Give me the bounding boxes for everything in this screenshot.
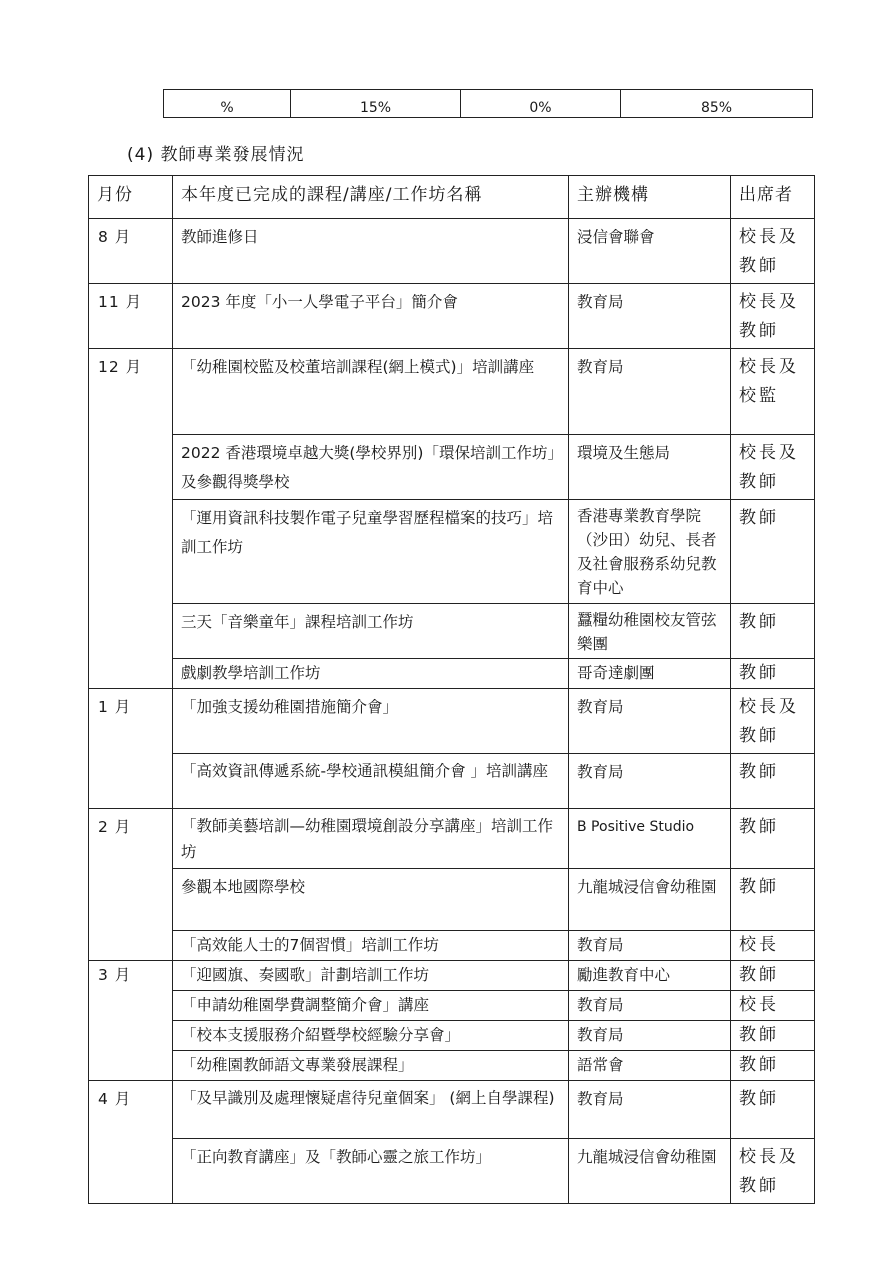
percentage-table: [163, 89, 813, 118]
percentage-label-cell: %: [164, 90, 291, 118]
organizer-cell: 環境及生態局: [569, 435, 731, 500]
table-row: [89, 1051, 815, 1081]
attendees-cell: 校長及教師: [731, 1139, 815, 1204]
table-row: [89, 219, 815, 284]
attendees-cell: 校長及教師: [731, 284, 815, 349]
attendees-cell: 教師: [731, 604, 815, 659]
attendees-cell: 教師: [731, 869, 815, 931]
organizer-cell: 浸信會聯會: [569, 219, 731, 284]
month-cell: [89, 604, 173, 659]
organizer-cell: 教育局: [569, 754, 731, 809]
table-row: [89, 931, 815, 961]
organizer-cell: 教育局: [569, 349, 731, 435]
organizer-cell: 香港專業教育學院（沙田）幼兒、長者及社會服務系幼兒教育中心: [569, 500, 731, 604]
attendees-cell: 校長及教師: [731, 219, 815, 284]
month-cell: 4 月: [89, 1081, 173, 1139]
month-cell: [89, 931, 173, 961]
course-cell: 「迎國旗、奏國歌」計劃培訓工作坊: [173, 961, 569, 991]
course-cell: 「運用資訊科技製作電子兒童學習歷程檔案的技巧」培訓工作坊: [173, 500, 569, 604]
month-cell: [89, 869, 173, 931]
course-cell: 參觀本地國際學校: [173, 869, 569, 931]
table-row: [89, 1139, 815, 1204]
organizer-cell: 蠶糧幼稚園校友管弦樂團: [569, 604, 731, 659]
month-cell: [89, 991, 173, 1021]
organizer-cell: 勵進教育中心: [569, 961, 731, 991]
month-cell: [89, 1051, 173, 1081]
attendees-cell: 教師: [731, 1021, 815, 1051]
month-cell: [89, 435, 173, 500]
course-cell: 「幼稚園教師語文專業發展課程」: [173, 1051, 569, 1081]
attendees-cell: 校長及教師: [731, 689, 815, 754]
month-cell: 11 月: [89, 284, 173, 349]
month-cell: [89, 754, 173, 809]
month-cell: [89, 1139, 173, 1204]
course-cell: 三天「音樂童年」課程培訓工作坊: [173, 604, 569, 659]
table-row: [89, 754, 815, 809]
table-header-row: [89, 176, 815, 219]
organizer-cell: B Positive Studio: [569, 809, 731, 869]
header-attendees: 出席者: [731, 176, 815, 219]
table-row: [89, 284, 815, 349]
organizer-cell: 教育局: [569, 689, 731, 754]
table-row: [89, 869, 815, 931]
course-cell: 「高效資訊傳遞系統-學校通訊模組簡介會 」培訓講座: [173, 754, 569, 809]
table-row: [89, 689, 815, 754]
table-row: [89, 604, 815, 659]
organizer-cell: 教育局: [569, 284, 731, 349]
organizer-cell: 哥奇達劇團: [569, 659, 731, 689]
course-cell: 「正向教育講座」及「教師心靈之旅工作坊」: [173, 1139, 569, 1204]
table-row: [89, 991, 815, 1021]
month-cell: 1 月: [89, 689, 173, 754]
organizer-cell: 語常會: [569, 1051, 731, 1081]
course-cell: 「加強支援幼稚園措施簡介會」: [173, 689, 569, 754]
organizer-cell: 教育局: [569, 1021, 731, 1051]
month-cell: [89, 1021, 173, 1051]
month-cell: [89, 500, 173, 604]
percentage-row: [164, 90, 813, 118]
percentage-value-cell: 85%: [621, 90, 813, 118]
table-row: [89, 659, 815, 689]
table-row: [89, 961, 815, 991]
course-cell: 「高效能人士的7個習慣」培訓工作坊: [173, 931, 569, 961]
attendees-cell: 校長及校監: [731, 349, 815, 435]
month-cell: 3 月: [89, 961, 173, 991]
header-organizer: 主辦機構: [569, 176, 731, 219]
course-cell: 「及早識別及處理懷疑虐待兒童個案」 (網上自學課程): [173, 1081, 569, 1139]
attendees-cell: 教師: [731, 659, 815, 689]
attendees-cell: 校長: [731, 991, 815, 1021]
course-cell: 「申請幼稚園學費調整簡介會」講座: [173, 991, 569, 1021]
month-cell: 12 月: [89, 349, 173, 435]
table-row: [89, 1021, 815, 1051]
organizer-cell: 教育局: [569, 931, 731, 961]
attendees-cell: 教師: [731, 1051, 815, 1081]
month-cell: [89, 659, 173, 689]
attendees-cell: 教師: [731, 754, 815, 809]
course-cell: 2022 香港環境卓越大獎(學校界別)「環保培訓工作坊」及參觀得獎學校: [173, 435, 569, 500]
header-course: 本年度已完成的課程/講座/工作坊名稱: [173, 176, 569, 219]
professional-development-table: [88, 175, 815, 1204]
course-cell: 戲劇教學培訓工作坊: [173, 659, 569, 689]
organizer-cell: 教育局: [569, 1081, 731, 1139]
attendees-cell: 教師: [731, 1081, 815, 1139]
percentage-value-cell: 0%: [461, 90, 621, 118]
course-cell: 2023 年度「小一人學電子平台」簡介會: [173, 284, 569, 349]
percentage-value-cell: 15%: [291, 90, 461, 118]
month-cell: 8 月: [89, 219, 173, 284]
table-row: [89, 435, 815, 500]
organizer-cell: 九龍城浸信會幼稚園: [569, 869, 731, 931]
table-row: [89, 809, 815, 869]
course-cell: 「幼稚園校監及校董培訓課程(網上模式)」培訓講座: [173, 349, 569, 435]
table-row: [89, 1081, 815, 1139]
attendees-cell: 教師: [731, 809, 815, 869]
attendees-cell: 校長: [731, 931, 815, 961]
organizer-cell: 教育局: [569, 991, 731, 1021]
section-title: (4) 教師專業發展情況: [127, 145, 305, 165]
table-row: [89, 500, 815, 604]
course-cell: 「教師美藝培訓—幼稚園環境創設分享講座」培訓工作坊: [173, 809, 569, 869]
month-cell: 2 月: [89, 809, 173, 869]
organizer-cell: 九龍城浸信會幼稚園: [569, 1139, 731, 1204]
course-cell: 「校本支援服務介紹暨學校經驗分享會」: [173, 1021, 569, 1051]
course-cell: 教師進修日: [173, 219, 569, 284]
attendees-cell: 教師: [731, 961, 815, 991]
table-row: [89, 349, 815, 435]
header-month: 月份: [89, 176, 173, 219]
attendees-cell: 教師: [731, 500, 815, 604]
attendees-cell: 校長及教師: [731, 435, 815, 500]
